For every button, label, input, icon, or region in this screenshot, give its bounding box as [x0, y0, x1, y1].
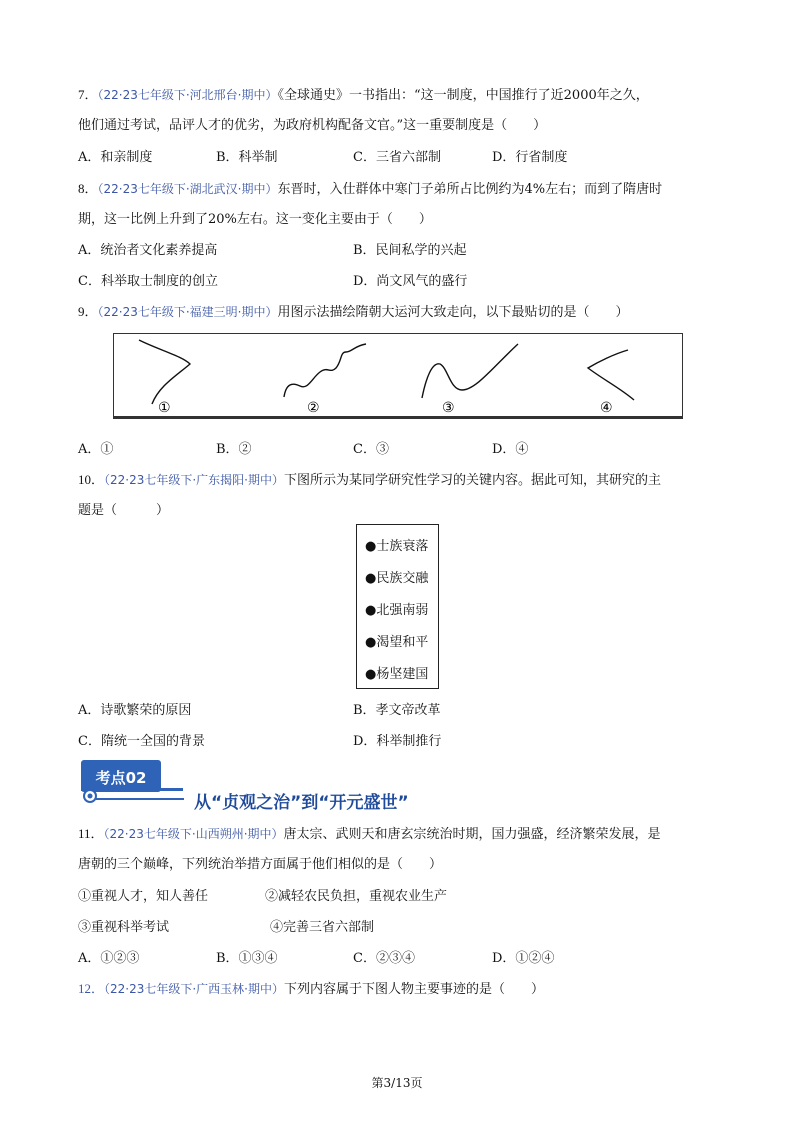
question-number: 7．	[78, 87, 98, 102]
q11-item-1: ①重视人才，知人善任	[78, 889, 209, 904]
q11-stem-line2: 唐朝的三个巅峰，下列统治举措方面属于他们相似的是（ ）	[78, 857, 443, 872]
keyword-item: ●北强南弱	[365, 603, 429, 618]
q12-stem-line1	[78, 978, 544, 997]
route-sketch-2	[284, 344, 366, 397]
keyword-item: ●渴望和平	[365, 635, 429, 650]
q9-option-a: A．①	[78, 442, 114, 457]
question-number: 12．	[78, 981, 105, 996]
figure-label-4: ④	[600, 400, 613, 416]
q7-option-d: D．行省制度	[492, 150, 568, 165]
q11-option-d: D．①②④	[492, 951, 555, 966]
topic-badge-label: 考点02	[95, 769, 147, 787]
question-source: （22·23七年级下·河北邢台·期中）	[97, 88, 278, 102]
question-text: 《全球通史》一书指出：“这一制度，中国推行了近2000年之久，	[277, 88, 649, 103]
q7-option-c: C．三省六部制	[353, 150, 441, 165]
q8-option-a: A．统治者文化素养提高	[78, 243, 218, 258]
question-text: 用图示法描绘隋朝大运河大致走向，以下最贴切的是（ ）	[277, 305, 629, 320]
q7-stem-line2: 他们通过考试，品评人才的优劣，为政府机构配备文官。”这一重要制度是（ ）	[78, 118, 547, 133]
q7-stem-line1	[78, 84, 649, 103]
q8-option-d: D．尚文风气的盛行	[353, 274, 468, 289]
q8-stem-line1	[78, 178, 662, 197]
q11-item-2: ②减轻农民负担，重视农业生产	[265, 889, 448, 904]
figure-label-1: ①	[158, 400, 171, 416]
question-text: 下图所示为某同学研究性学习的关键内容。据此可知，其研究的主	[284, 473, 662, 488]
q10-option-a: A．诗歌繁荣的原因	[78, 703, 192, 718]
q9-stem-line1	[78, 301, 629, 320]
q10-stem-line2: 题是（ ）	[78, 503, 170, 518]
q7-option-a: A．和亲制度	[78, 150, 153, 165]
route-sketch-1	[139, 340, 190, 404]
canal-route-figure	[113, 333, 683, 419]
canal-route-sketches	[114, 334, 682, 417]
keyword-item: ●杨坚建国	[365, 667, 429, 682]
q10-option-d: D．科举制推行	[353, 734, 442, 749]
q8-stem-line2: 期，这一比例上升到了20%左右。这一变化主要由于（ ）	[78, 212, 432, 227]
q10-stem-line1	[78, 469, 661, 488]
question-source: （22·23七年级下·广西玉林·期中）	[104, 982, 284, 996]
question-text: 东晋时，入仕群体中寒门子弟所占比例约为4%左右；而到了隋唐时	[277, 182, 663, 197]
keyword-item: ●民族交融	[365, 571, 429, 586]
question-source: （22·23七年级下·福建三明·期中）	[97, 305, 278, 319]
route-sketch-3	[422, 344, 518, 398]
q9-option-b: B．②	[216, 442, 252, 457]
q11-option-b: B．①③④	[216, 951, 278, 966]
q8-option-c: C．科举取士制度的创立	[78, 274, 218, 289]
q8-option-b: B．民间私学的兴起	[353, 243, 467, 258]
question-number: 9．	[78, 304, 98, 319]
question-number: 8．	[78, 181, 98, 196]
question-source: （22·23七年级下·山西朔州·期中）	[103, 827, 284, 841]
q9-option-d: D．④	[492, 442, 529, 457]
keyword-item: ●士族衰落	[365, 539, 429, 554]
figure-label-2: ②	[307, 400, 320, 416]
route-sketch-4	[588, 350, 634, 400]
question-text: 唐太宗、武则天和唐玄宗统治时期，国力强盛，经济繁荣发展，是	[283, 827, 661, 842]
question-source: （22·23七年级下·广东揭阳·期中）	[104, 473, 284, 487]
q11-option-c: C．②③④	[353, 951, 415, 966]
question-source: （22·23七年级下·湖北武汉·期中）	[97, 182, 278, 196]
q11-stem-line1	[78, 823, 661, 842]
q9-option-c: C．③	[353, 442, 389, 457]
page-number: 第3/13页	[371, 1076, 423, 1090]
q11-option-a: A．①②③	[78, 951, 140, 966]
q11-item-4: ④完善三省六部制	[270, 920, 375, 935]
q7-option-b: B．科举制	[216, 150, 278, 165]
question-text: 下列内容属于下图人物主要事迹的是（ ）	[284, 982, 545, 997]
question-number: 10．	[78, 472, 105, 487]
research-keywords-box	[356, 524, 439, 689]
topic-badge	[80, 759, 184, 803]
q10-option-b: B．孝文帝改革	[353, 703, 441, 718]
q11-item-3: ③重视科举考试	[78, 920, 170, 935]
question-number: 11．	[78, 826, 104, 841]
q10-option-c: C．隋统一全国的背景	[78, 734, 205, 749]
figure-label-3: ③	[442, 400, 455, 416]
topic-title: 从“贞观之治”到“开元盛世”	[194, 793, 409, 813]
